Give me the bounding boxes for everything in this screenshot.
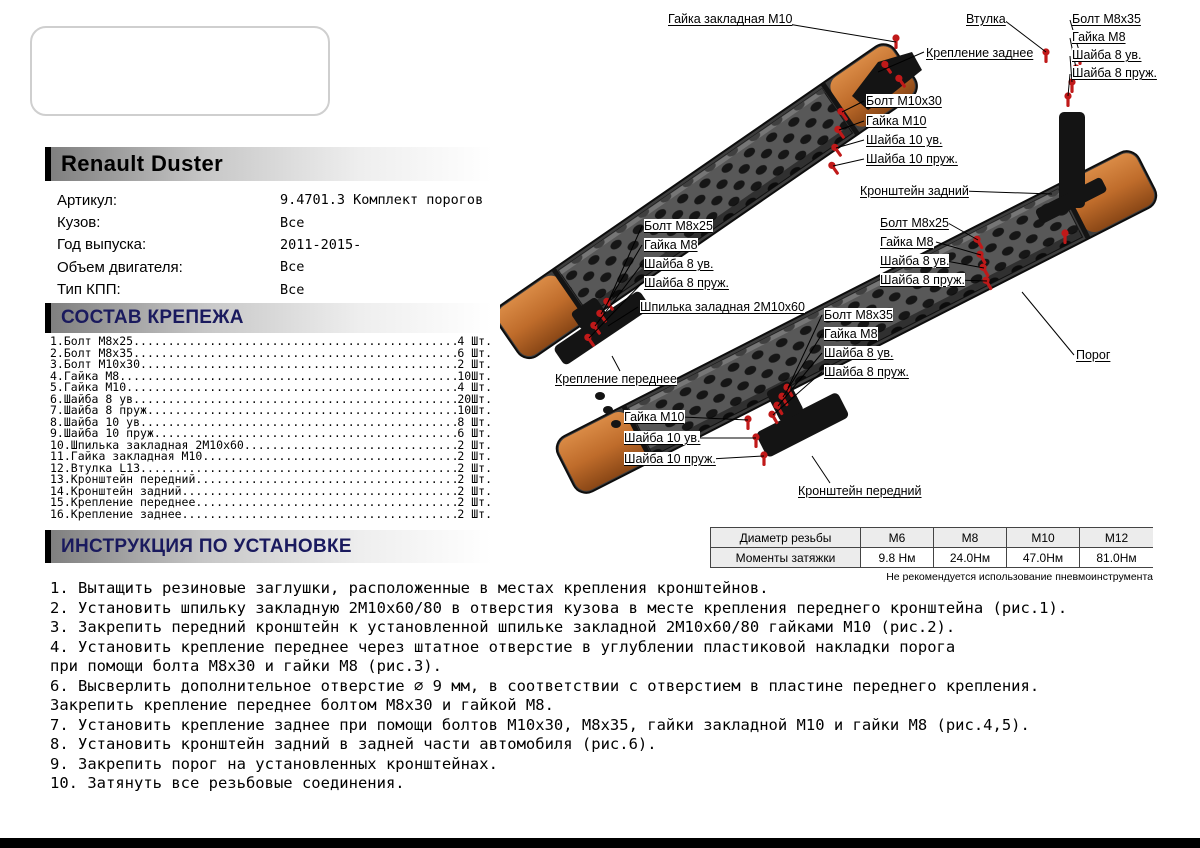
dot-leader [133, 348, 457, 360]
hardware-item-unit: Шт. [471, 357, 492, 371]
torque-cell: 47.0Нм [1007, 548, 1080, 567]
instruction-line: Закрепить крепление переднее болтом М8х30 и гайкой М8. [50, 696, 554, 714]
callout-label: Гайка М8 [1072, 30, 1126, 44]
instruction-line: 4. Установить крепление переднее через штатное отверстие в углублении пластиковой накладки порога [50, 637, 956, 656]
callout-label: Шайба 8 пруж. [880, 273, 965, 287]
callout-label: Гайка закладная М10 [668, 12, 793, 26]
dot-leader [147, 405, 457, 417]
dot-leader [182, 486, 458, 498]
callout-label: Гайка М8 [644, 238, 698, 252]
callout-label: Кронштейн передний [798, 484, 922, 498]
spec-row [57, 234, 490, 256]
callout-label: Шайба 10 ув. [624, 431, 701, 445]
hardware-section-title: СОСТАВ КРЕПЕЖА [61, 307, 244, 328]
hardware-item-unit: Шт. [471, 391, 492, 406]
spec-label: Артикул: [57, 191, 118, 209]
spec-value: 2011-2015- [280, 236, 362, 253]
hardware-item-unit: Шт. [471, 368, 492, 383]
callout-label: Крепление заднее [926, 46, 1034, 60]
hardware-item-text: 7.Шайба 8 пруж [50, 403, 147, 417]
dot-leader [182, 509, 458, 521]
callout-label: Шайба 8 пруж. [1072, 66, 1157, 80]
logo-placeholder [30, 26, 330, 116]
hardware-item-unit: Шт. [471, 449, 492, 463]
instruction-line: 9. Закрепить порог на установленных кронштейнах. [50, 754, 498, 773]
spec-row [57, 211, 490, 233]
spec-row [57, 189, 490, 211]
callout-label: Шайба 8 ув. [880, 254, 950, 268]
callout-label: Гайка М8 [824, 327, 878, 341]
hardware-item-text: 12.Втулка L13 [50, 460, 141, 475]
hardware-item-unit: Шт. [471, 334, 492, 348]
callout-label: Болт М8х25 [644, 219, 713, 233]
dot-leader [195, 474, 457, 486]
hardware-item-unit: Шт. [471, 495, 492, 509]
product-specs [57, 189, 490, 301]
hardware-item-qty: 2 [457, 357, 465, 371]
hardware-item-text: 14.Кронштейн задний [50, 483, 182, 498]
torque-cell: М10 [1007, 528, 1080, 548]
callout-label: Шайба 8 ув. [1072, 48, 1142, 62]
spec-value: 9.4701.3 Комплект порогов [280, 192, 484, 209]
torque-note: Не рекомендуется использование пневмоинструмента [886, 571, 1153, 583]
callout-label: Порог [1076, 348, 1111, 362]
callout-label: Шпилька заладная 2М10х60 [640, 300, 805, 314]
hardware-item-text: 10.Шпилька закладная 2М10х60 [50, 437, 244, 452]
hardware-item-text: 4.Гайка М8 [50, 368, 120, 383]
callout-label: Гайка М8 [880, 235, 934, 249]
spec-label: Объем двигателя: [57, 258, 183, 276]
hardware-item-qty: 2 [457, 437, 465, 452]
callout-label: Крепление переднее [555, 372, 677, 386]
hardware-item-unit: Шт. [471, 426, 492, 440]
hardware-row [50, 506, 492, 521]
hardware-item-unit: Шт. [471, 380, 492, 394]
dot-leader [133, 336, 457, 348]
torque-table [710, 527, 1153, 568]
hardware-item-qty: 2 [457, 483, 465, 498]
spec-row [57, 279, 490, 301]
hardware-section-bar [45, 303, 492, 333]
instruction-line: 10. Затянуть все резьбовые соединения. [50, 774, 405, 792]
hardware-item-qty: 2 [457, 460, 465, 475]
hardware-item-text: 1.Болт М8х25 [50, 334, 134, 348]
dot-leader [119, 371, 457, 383]
instructions-section-title: ИНСТРУКЦИЯ ПО УСТАНОВКЕ [61, 535, 352, 557]
spec-value: Все [280, 214, 305, 231]
callout-label: Кронштейн задний [860, 184, 969, 198]
hardware-item-unit: Шт. [471, 472, 492, 486]
torque-cell: 24.0Нм [934, 548, 1007, 567]
page-title: Renault Duster [61, 151, 224, 176]
spec-label: Год выпуска: [57, 236, 147, 254]
spec-value: Все [280, 281, 305, 298]
hardware-item-qty: 10 [457, 368, 472, 383]
torque-cell: 81.0Нм [1080, 548, 1153, 567]
spec-label: Кузов: [57, 214, 101, 232]
dot-leader [244, 440, 458, 452]
callout-label: Шайба 8 пруж. [644, 276, 729, 290]
hardware-item-qty: 20 [457, 391, 472, 406]
hardware-item-text: 13.Кронштейн передний [50, 472, 196, 486]
spec-value: Все [280, 259, 305, 276]
instruction-line: 8. Установить кронштейн задний в задней части автомобиля (рис.6). [50, 735, 657, 753]
instructions-section-bar [45, 530, 492, 563]
callout-label: Шайба 10 ув. [866, 133, 943, 147]
callout-label: Шайба 8 пруж. [824, 365, 909, 379]
torque-cell: М6 [861, 528, 934, 548]
hardware-item-text: 2.Болт М8х35 [50, 345, 134, 360]
callout-label: Шайба 10 пруж. [866, 152, 958, 166]
dot-leader [140, 394, 457, 406]
dot-leader [202, 451, 457, 463]
hardware-item-unit: Шт. [471, 483, 492, 498]
hardware-item-qty: 10 [457, 403, 472, 417]
hardware-item-text: 8.Шайба 10 ув. [50, 414, 147, 429]
torque-cell: М8 [934, 528, 1007, 548]
hardware-item-qty: 2 [457, 506, 465, 521]
instruction-line: при помощи болта М8х30 и гайки М8 (рис.3). [50, 657, 442, 675]
torque-cell: М12 [1080, 528, 1153, 548]
hardware-item-text: 15.Крепление переднее [50, 495, 196, 509]
dot-leader [126, 382, 457, 394]
dot-leader [195, 497, 457, 509]
instruction-line: 1. Вытащить резиновые заглушки, расположенные в местах крепления кронштейнов. [50, 579, 769, 597]
hardware-item-unit: Шт. [471, 460, 492, 475]
hardware-item-qty: 4 [457, 380, 465, 394]
torque-cell: 9.8 Нм [861, 548, 934, 567]
hardware-item-qty: 8 [457, 414, 465, 429]
hardware-item-text: 9.Шайба 10 пруж. [50, 426, 161, 440]
hardware-item-qty: 6 [457, 426, 465, 440]
hardware-item-qty: 4 [457, 334, 465, 348]
instruction-line: 3. Закрепить передний кронштейн к установленной шпильке закладной 2М10х60/80 гайками М10 (рис.2). [50, 618, 956, 636]
callout-label: Болт М8х35 [824, 308, 893, 322]
hardware-item-text: 16.Крепление заднее [50, 506, 182, 521]
hardware-item-unit: Шт. [471, 437, 492, 452]
callout-label: Шайба 8 ув. [644, 257, 714, 271]
footer-bar [0, 838, 1200, 848]
hardware-item-text: 6.Шайба 8 ув. [50, 391, 141, 406]
instruction-line: 2. Установить шпильку закладную 2М10х60/80 в отверстия кузова в месте крепления переднего кронштейна (рис.1). [50, 598, 1068, 617]
exploded-view-diagram [500, 0, 1200, 525]
hardware-item-text: 11.Гайка закладная М10 [50, 449, 203, 463]
callout-label: Болт М8х25 [880, 216, 949, 230]
torque-header-cell: Моменты затяжки [711, 548, 861, 567]
callout-label: Шайба 8 ув. [824, 346, 894, 360]
callout-label: Втулка [966, 12, 1006, 26]
hardware-item-text: 3.Болт М10х30 [50, 357, 141, 371]
callout-label: Гайка М10 [624, 410, 685, 424]
spec-row [57, 256, 490, 278]
hardware-item-qty: 2 [457, 495, 465, 509]
torque-header-cell: Диаметр резьбы [711, 528, 861, 548]
hardware-item-qty: 2 [457, 472, 465, 486]
hardware-list [50, 336, 492, 520]
spec-label: Тип КПП: [57, 281, 121, 299]
product-title-bar [45, 147, 492, 181]
hardware-item-unit: Шт. [471, 414, 492, 429]
hardware-item-unit: Шт. [471, 506, 492, 521]
instructions-list [50, 579, 1155, 794]
callout-label: Болт М10х30 [866, 94, 942, 108]
callout-label: Болт М8х35 [1072, 12, 1141, 26]
instruction-line: 7. Установить крепление заднее при помощи болтов М10х30, М8х35, гайки закладной М10 и гайки М8 (рис.4,5). [50, 715, 1030, 734]
hardware-item-unit: Шт. [471, 345, 492, 360]
callout-label: Шайба 10 пруж. [624, 452, 716, 466]
instruction-line: 6. Высверлить дополнительное отверстие ∅ 9 мм, в соответствии с отверстием в пластине переднего крепления. [50, 676, 1040, 695]
dot-leader [147, 417, 457, 429]
dot-leader [140, 359, 457, 371]
torque-table-block [710, 527, 1153, 583]
hardware-item-qty: 6 [457, 345, 465, 360]
hardware-item-qty: 2 [457, 449, 465, 463]
hardware-item-unit: Шт. [471, 403, 492, 417]
callout-label: Гайка М10 [866, 114, 927, 128]
hardware-item-text: 5.Гайка М10 [50, 380, 127, 394]
